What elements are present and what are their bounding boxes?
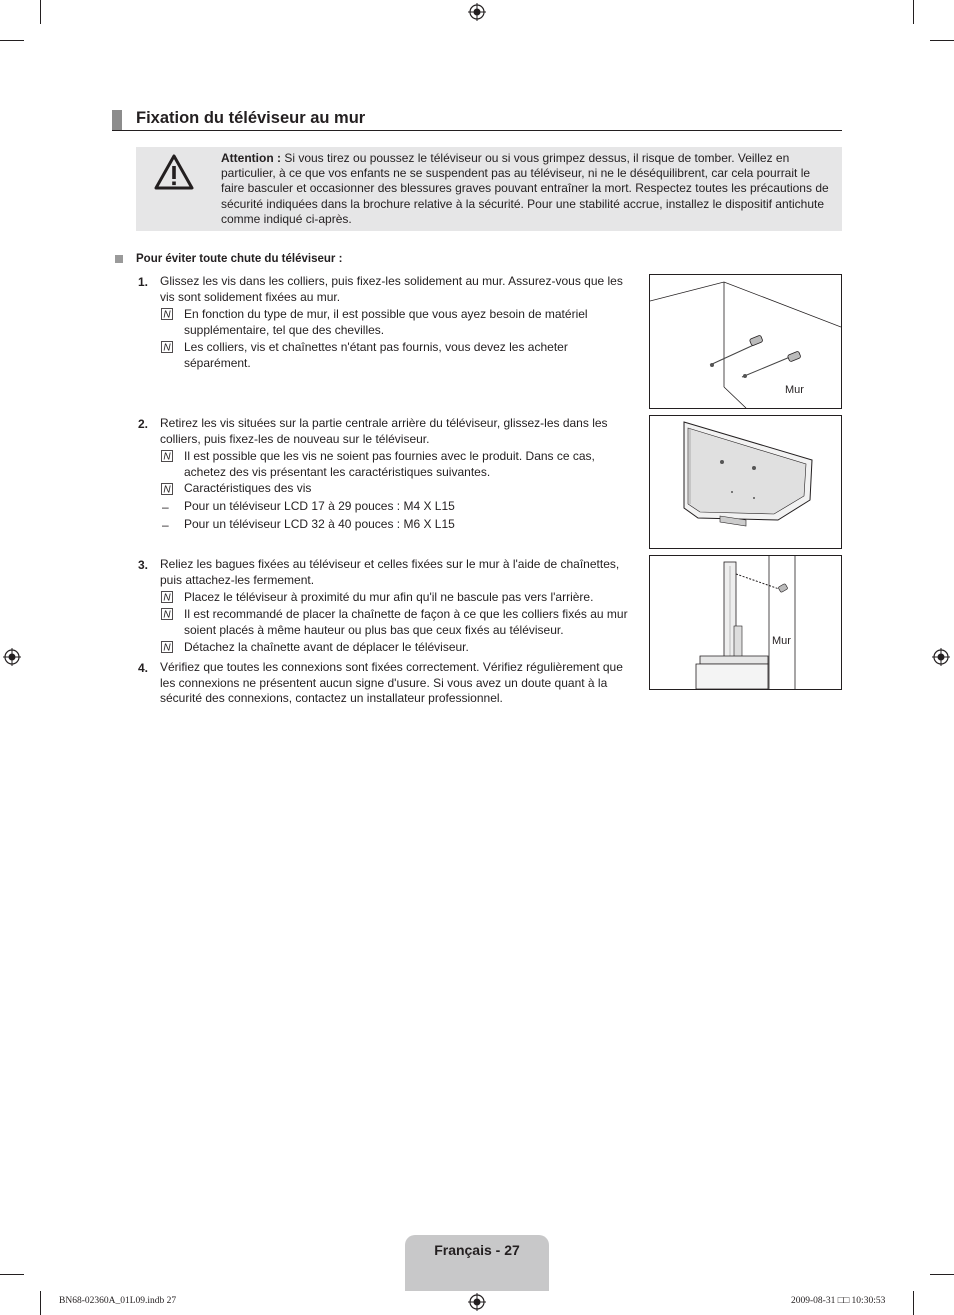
crop-mark — [913, 1291, 914, 1315]
note-text: Les colliers, vis et chaînettes n'étant pas fournis, vous devez les acheter séparément. — [184, 340, 568, 370]
print-slug-left: BN68-02360A_01L09.indb 27 — [59, 1296, 177, 1306]
warning-triangle-icon — [154, 154, 194, 190]
note-icon — [161, 450, 173, 462]
wall-label: Mur — [785, 384, 804, 396]
dash-bullet: – — [162, 518, 169, 532]
crop-mark — [930, 1274, 954, 1275]
crop-mark — [0, 40, 24, 41]
section-title: Fixation du téléviseur au mur — [136, 109, 366, 127]
page-number: Français - 27 — [434, 1242, 520, 1258]
tv-chain-illustration — [650, 556, 841, 689]
note-icon — [161, 341, 173, 353]
svg-text:N: N — [163, 309, 171, 320]
spec-text: Pour un téléviseur LCD 17 à 29 pouces : M4 X L15 — [184, 499, 455, 513]
note-icon — [161, 591, 173, 603]
svg-text:N: N — [163, 642, 171, 653]
sub-heading: Pour éviter toute chute du téléviseur : — [136, 253, 343, 265]
title-rule — [112, 130, 842, 131]
step-text: Retirez les vis situées sur la partie centrale arrière du téléviseur, glissez-les dans les colliers, puis fixez-les de nouveau sur le téléviseur. — [160, 416, 608, 446]
note-text: Détachez la chaînette avant de déplacer le téléviseur. — [184, 640, 469, 654]
svg-text:N: N — [163, 451, 171, 462]
step-number: 1. — [138, 275, 149, 289]
warning-text — [221, 151, 829, 227]
svg-text:N: N — [163, 592, 171, 603]
crop-mark — [40, 1291, 41, 1315]
dash-bullet: – — [162, 500, 169, 514]
tv-rear-illustration — [650, 416, 841, 548]
step-number: 2. — [138, 417, 149, 431]
step-text: Reliez les bagues fixées au téléviseur et celles fixées sur le mur à l'aide de chaînettes, puis attachez-les fermement. — [160, 557, 620, 587]
note-text: Il est possible que les vis ne soient pas fournies avec le produit. Dans ce cas, achetez des vis présentant les caractéristiques suivantes. — [184, 449, 595, 479]
registration-mark-icon — [3, 648, 21, 666]
registration-mark-icon — [468, 3, 486, 21]
crop-mark — [40, 0, 41, 24]
warning-body: Si vous tirez ou poussez le téléviseur ou si vous grimpez dessus, il risque de tomber. Veillez en particulier, à ce que vos enfants ne se suspendent pas au téléviseur, ni ne le déséquilibrent, car cela pourrait le faire basculer et occasionner des blessures graves pouvant entraîner la mort. Respectez toutes les précautions de sécurité indiquées dans la brochure relative à la sécurité. Pour une stabilité accrue, installez le dispositif antichute comme indiqué ci-après. — [221, 151, 829, 226]
crop-mark — [0, 1274, 24, 1275]
crop-mark — [930, 40, 954, 41]
svg-text:N: N — [163, 609, 171, 620]
note-icon — [161, 608, 173, 620]
print-slug-right: 2009-08-31 □□ 10:30:53 — [791, 1296, 886, 1306]
figure-wall-screws — [649, 274, 842, 409]
warning-label: Attention : — [221, 151, 281, 165]
svg-text:N: N — [163, 342, 171, 353]
title-marker — [112, 110, 122, 131]
step-text: Glissez les vis dans les colliers, puis fixez-les solidement au mur. Assurez-vous que les vis sont solidement fixées au mur. — [160, 274, 623, 304]
note-text: Caractéristiques des vis — [184, 481, 312, 495]
note-icon — [161, 308, 173, 320]
svg-text:N: N — [163, 484, 171, 495]
note-icon — [161, 641, 173, 653]
note-text: Il est recommandé de placer la chaînette de façon à ce que les colliers fixés au mur soient placés à même hauteur ou plus bas que ceux fixés au téléviseur. — [184, 607, 628, 637]
step-number: 4. — [138, 661, 149, 675]
step-number: 3. — [138, 558, 149, 572]
wall-screws-illustration — [650, 275, 841, 408]
note-text: Placez le téléviseur à proximité du mur afin qu'il ne bascule pas vers l'arrière. — [184, 590, 594, 604]
figure-tv-rear — [649, 415, 842, 549]
note-icon — [161, 483, 173, 495]
bullet-square-icon — [115, 255, 123, 263]
wall-label: Mur — [772, 635, 791, 647]
note-text: En fonction du type de mur, il est possible que vous ayez besoin de matériel supplémentaire, tel que des chevilles. — [184, 307, 588, 337]
crop-mark — [913, 0, 914, 24]
registration-mark-icon — [468, 1293, 486, 1311]
registration-mark-icon — [932, 648, 950, 666]
figure-tv-chain — [649, 555, 842, 690]
step-text: Vérifiez que toutes les connexions sont fixées correctement. Vérifiez régulièrement que les connexions ne présentent aucun signe d'usure. Si vous avez un doute quant à la sécurité des connexions, contactez un installateur professionnel. — [160, 660, 623, 705]
spec-text: Pour un téléviseur LCD 32 à 40 pouces : M6 X L15 — [184, 517, 455, 531]
